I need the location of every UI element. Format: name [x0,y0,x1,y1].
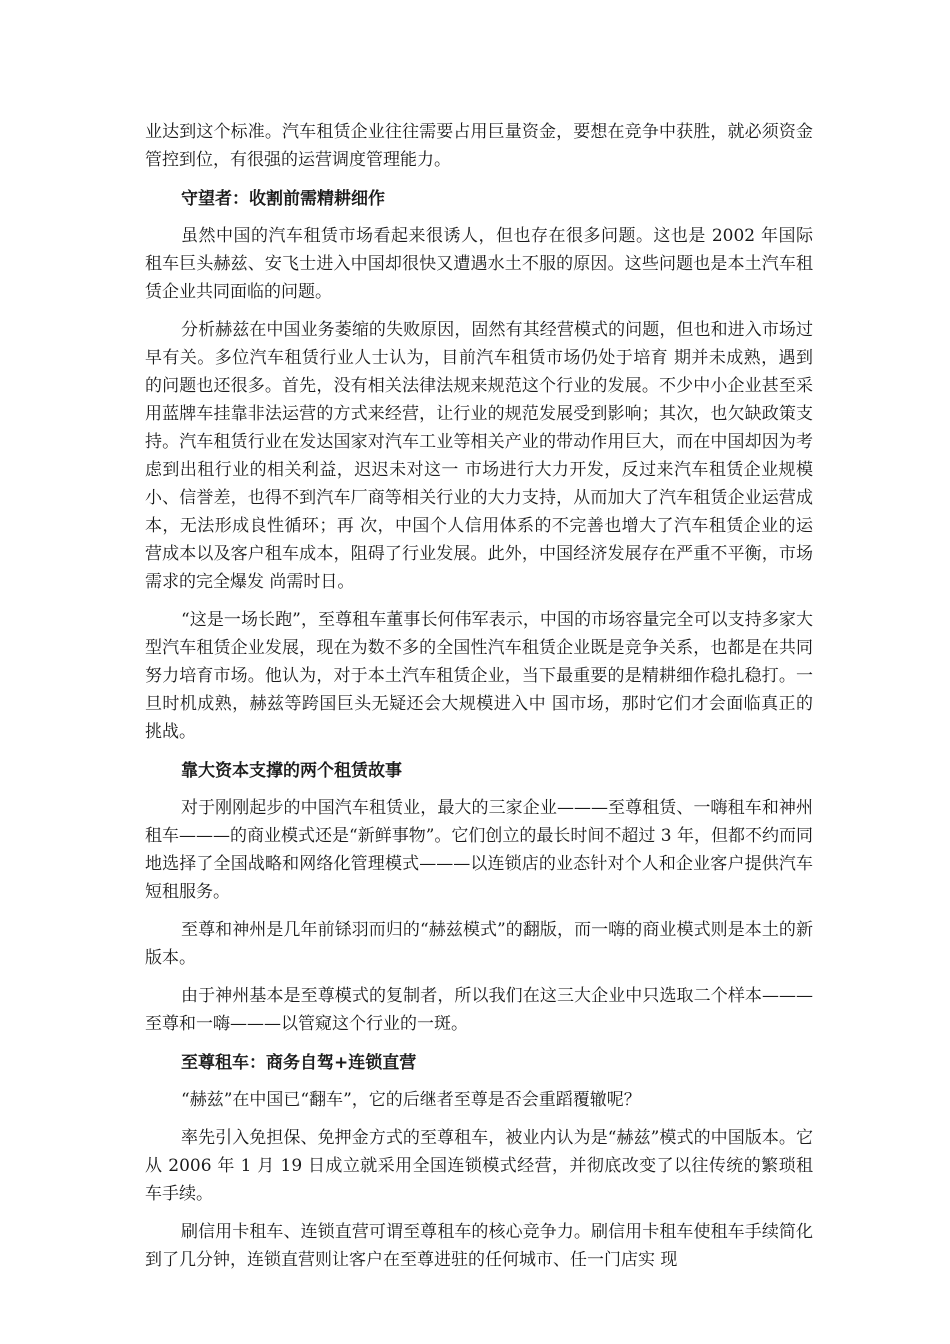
section-heading-two-stories: 靠大资本支撑的两个租赁故事 [181,761,402,781]
paragraph: 率先引入免担保、免押金方式的至尊租车，被业内认为是“赫兹”模式的中国版本。它从 2006 年 1 月 19 日成立就采用全国连锁模式经营，并彻底改变了以往传统的繁琐租车手续。 [145,1128,813,1204]
paragraph: 刷信用卡租车、连锁直营可谓至尊租车的核心竞争力。刷信用卡租车使租车手续简化到了几分钟，连锁直营则让客户在至尊进驻的任何城市、任一门店实 现 [145,1222,813,1270]
paragraph: 分析赫兹在中国业务萎缩的失败原因，固然有其经营模式的问题，但也和进入市场过早有关。多位汽车租赁行业人士认为，目前汽车租赁市场仍处于培育 期并未成熟，遇到的问题也还很多。首先，没有相关法律法规来规范这个行业的发展。不少中小企业甚至采用蓝牌车挂靠非法运营的方式来经营，让行业的规范发展受到影响；其次，也欠缺政策支持。汽车租赁行业在发达国家对汽车工业等相关产业的带动作用巨大，而在中国却因为考虑到出租行业的相关利益，迟迟未对这一 市场进行大力开发，反过来汽车租赁企业规模小、信誉差，也得不到汽车厂商等相关行业的大力支持，从而加大了汽车租赁企业运营成本，无法形成良性循环；再 次，中国个人信用体系的不完善也增大了汽车租赁企业的运营成本以及客户租车成本，阻碍了行业发展。此外，中国经济发展存在严重不平衡，市场需求的完全爆发 尚需时日。 [145,320,813,592]
paragraph: 对于刚刚起步的中国汽车租赁业，最大的三家企业———至尊租赁、一嗨租车和神州租车———的商业模式还是“新鲜事物”。它们创立的最长时间不超过 3 年，但都不约而同地选择了全国战略和网络化管理模式———以连锁店的业态针对个人和企业客户提供汽车短租服务。 [145,798,814,902]
paragraph: 由于神州基本是至尊模式的复制者，所以我们在这三大企业中只选取二个样本———至尊和一嗨———以管窥这个行业的一斑。 [145,986,813,1034]
paragraph: 虽然中国的汽车租赁市场看起来很诱人，但也存在很多问题。这也是 2002 年国际租车巨头赫兹、安飞士进入中国却很快又遭遇水土不服的原因。这些问题也是本土汽车租赁企业共同面临的问题。 [145,226,813,302]
paragraph: “赫兹”在中国已“翻车”，它的后继者至尊是否会重蹈覆辙呢？ [181,1090,641,1110]
paragraph: 至尊和神州是几年前铩羽而归的“赫兹模式”的翻版，而一嗨的商业模式则是本土的新版本。 [145,920,813,968]
section-heading-zhizun: 至尊租车：商务自驾+连锁直营 [181,1053,417,1073]
section-heading-watchers: 守望者：收割前需精耕细作 [181,189,385,209]
paragraph-continuation: 业达到这个标准。汽车租赁企业往往需要占用巨量资金，要想在竞争中获胜，就必须资金管控到位，有很强的运营调度管理能力。 [145,122,813,170]
article-body [145,118,813,1274]
paragraph: “这是一场长跑”，至尊租车董事长何伟军表示，中国的市场容量完全可以支持多家大型汽车租赁企业发展，现在为数不多的全国性汽车租赁企业既是竞争关系，也都是在共同努力培育市场。他认为，对于本土汽车租赁企业，当下最重要的是精耕细作稳扎稳打。一旦时机成熟，赫兹等跨国巨头无疑还会大规模进入中 国市场，那时它们才会面临真正的挑战。 [145,610,813,742]
